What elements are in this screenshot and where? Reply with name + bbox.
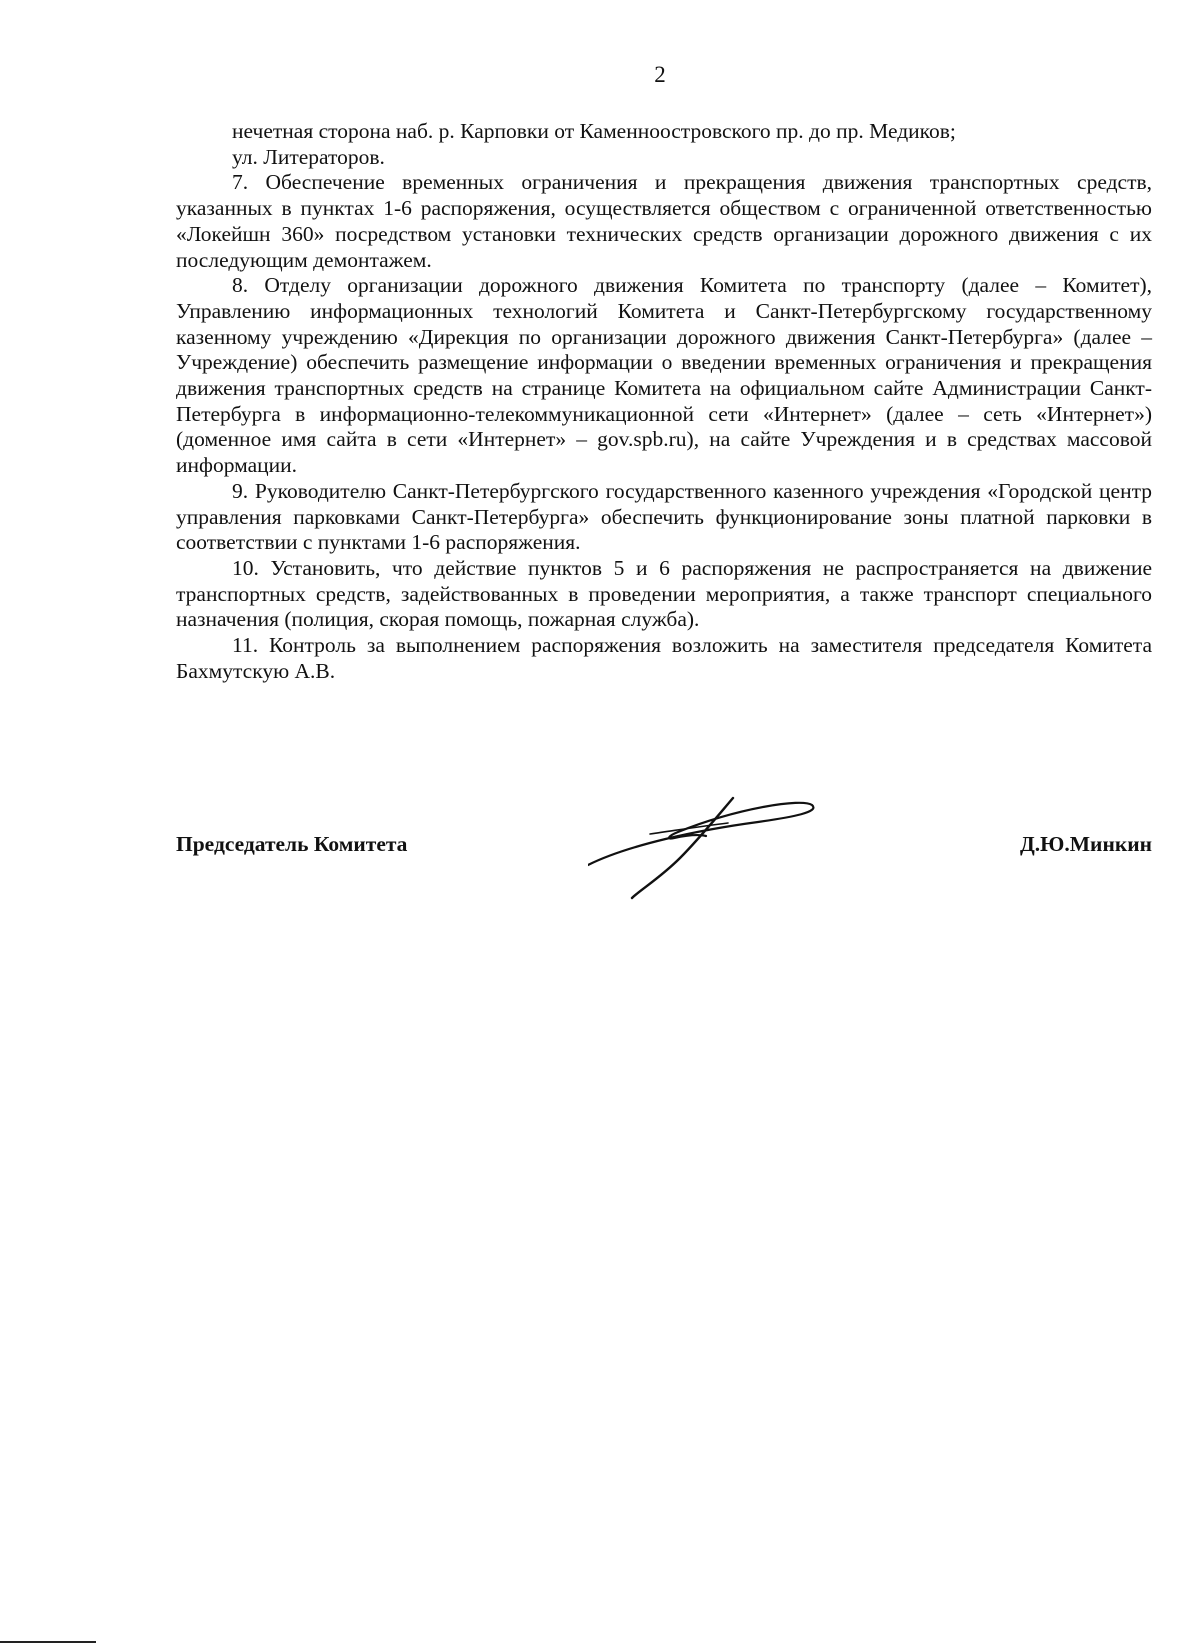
signer-position: Председатель Комитета <box>176 832 408 856</box>
paragraph-item-7: 7. Обеспечение временных ограничения и прекращения движения транспортных средств, указанных в пунктах 1-6 распоряжения, осуществляется обществом с ограниченной ответственностью «Локейшн 360» посредством установки технических средств организации дорожного движения с их последующим демонтажем. <box>176 170 1152 272</box>
paragraph-street-karpovka: нечетная сторона наб. р. Карповки от Каменноостровского пр. до пр. Медиков; <box>232 119 956 143</box>
signer-name: Д.Ю.Минкин <box>1020 832 1152 856</box>
paragraph-item-9: 9. Руководителю Санкт-Петербургского государственного казенного учреждения «Городской центр управления парковками Санкт-Петербурга» обеспечить функционирование зоны платной парковки в соответствии с пунктами 1-6 распоряжения. <box>176 478 1152 555</box>
paragraph-item-11: 11. Контроль за выполнением распоряжения возложить на заместителя председателя Комитета Бахмутскую А.В. <box>176 633 1152 683</box>
paragraph-item-10: 10. Установить, что действие пунктов 5 и 6 распоряжения не распространяется на движение транспортных средств, задействованных в проведении мероприятия, а также транспорт специального назначения (полиция, скорая помощь, пожарная служба). <box>176 555 1152 632</box>
document-body <box>176 119 1152 684</box>
scan-edge-mark <box>0 1641 96 1643</box>
paragraph-item-8: 8. Отделу организации дорожного движения Комитета по транспорту (далее – Комитет), Управлению информационных технологий Комитета и Санкт-Петербургскому государственному казенному учреждению «Дирекция по организации дорожного движения Санкт-Петербурга» (далее – Учреждение) обеспечить размещение информации о введении временных ограничения и прекращения движения транспортных средств на странице Комитета на официальном сайте Администрации Санкт-Петербурга в информационно-телекоммуникационной сети «Интернет» (далее – сеть «Интернет») (доменное имя сайта в сети «Интернет» – gov.spb.ru), на сайте Учреждения и в средствах массовой информации. <box>176 273 1152 478</box>
paragraph-street-literatorov: ул. Литераторов. <box>232 144 385 169</box>
handwritten-signature-icon <box>588 790 828 900</box>
page-number: 2 <box>654 62 666 87</box>
